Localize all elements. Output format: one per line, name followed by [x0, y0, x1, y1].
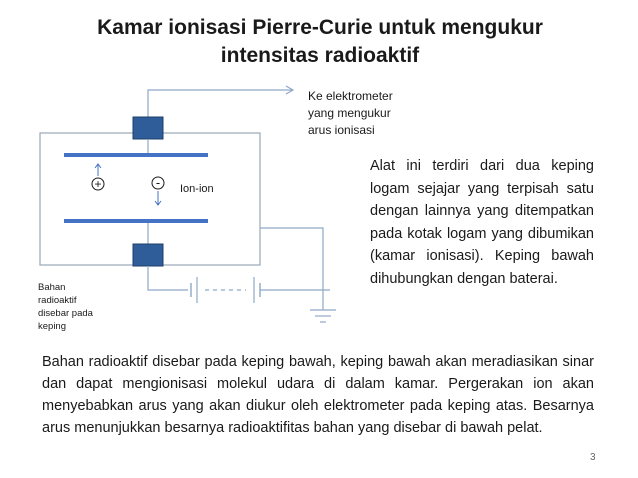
page-number: 3 [590, 452, 596, 463]
source-label-line-4: keping [38, 321, 66, 332]
upper-electrode [133, 117, 163, 139]
upper-plate [64, 153, 208, 157]
description-bottom-text: Bahan radioaktif disebar pada keping bawah, keping bawah akan meradiasikan sinar dan dapat mengionisasi molekul udara di dalam kamar. Pergerakan ion akan menyebabkan arus yang akan diukur oleh elektrometer pada keping atas. Besarnya arus menunjukkan besarnya radioaktifitas bahan yang disebar di bawah pelat. [42, 354, 594, 436]
ground-wire [260, 228, 323, 310]
ion-label: Ion-ion [180, 183, 214, 195]
minus-sign: - [155, 175, 161, 190]
source-label-line-1: Bahan [38, 282, 66, 293]
description-bottom [42, 351, 594, 439]
lower-plate [64, 219, 208, 223]
electrometer-label-line-1: Ke elektrometer [308, 89, 393, 103]
battery-wire-left [148, 266, 188, 290]
source-label-line-3: disebar pada [38, 308, 93, 319]
description-right [370, 155, 594, 290]
electrometer-label-line-3: arus ionisasi [308, 123, 375, 137]
source-label-line-2: radioaktif [38, 295, 77, 306]
plus-sign: + [94, 177, 102, 191]
description-right-text: Alat ini terdiri dari dua keping logam sejajar yang terpisah satu dengan lainnya yang ditempatkan pada kotak logam yang dibumikan (kamar ionisasi). Keping bawah dihubungkan dengan baterai. [370, 158, 594, 287]
lower-electrode [133, 244, 163, 266]
electrometer-wire [148, 90, 292, 117]
slide-title-line-2: intensitas radioaktif [220, 44, 420, 67]
slide-title-line-1: Kamar ionisasi Pierre-Curie untuk mengukur [97, 16, 543, 39]
electrometer-label-line-2: yang mengukur [308, 106, 391, 120]
